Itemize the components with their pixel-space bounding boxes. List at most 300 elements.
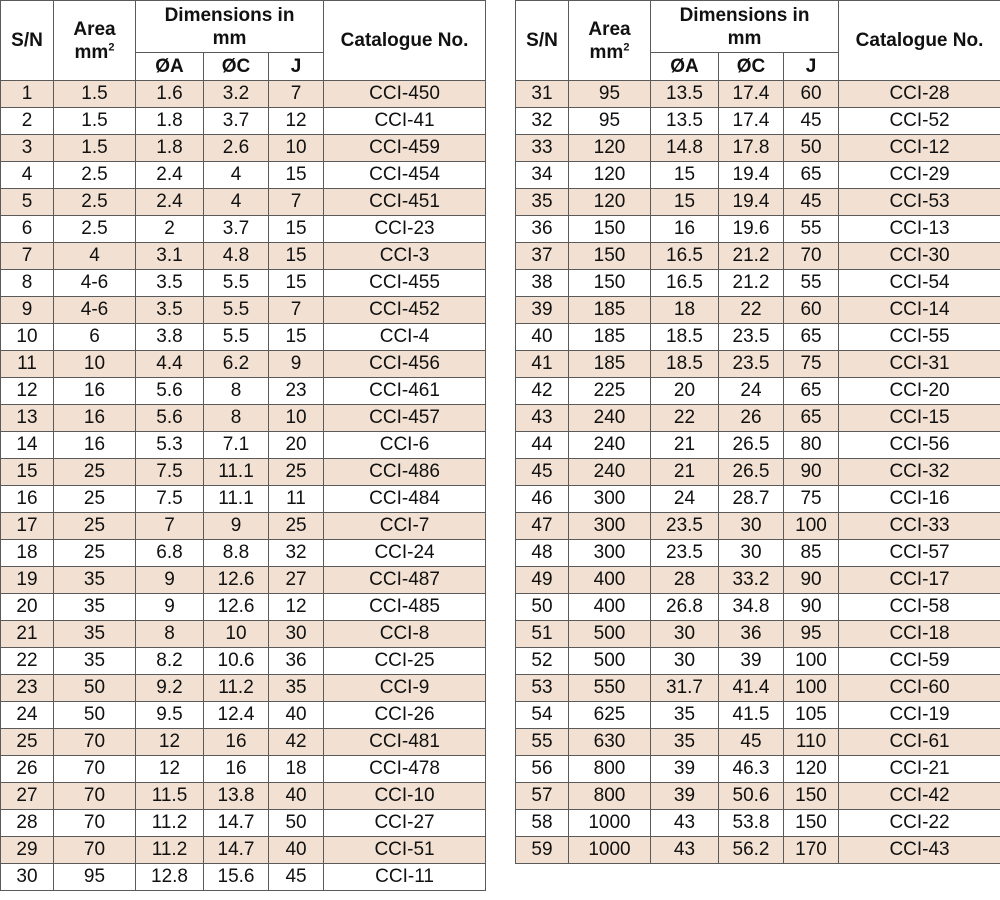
table-row: [1, 783, 486, 810]
sn-header: S/N: [1, 1, 54, 81]
table-row: [516, 675, 1000, 702]
cell-dia-c: 17.8: [719, 135, 784, 162]
cell-j: 25: [269, 459, 324, 486]
cell-catalogue: CCI-55: [839, 324, 1000, 351]
cell-dia-c: 30: [719, 540, 784, 567]
cell-dia-c: 8.8: [204, 540, 269, 567]
table-row: [1, 648, 486, 675]
cell-catalogue: CCI-478: [324, 756, 486, 783]
table-row: [516, 621, 1000, 648]
cell-area: 2.5: [54, 162, 136, 189]
cell-dia-c: 24: [719, 378, 784, 405]
cell-dia-a: 6.8: [136, 540, 204, 567]
cell-dia-c: 15.6: [204, 864, 269, 891]
cell-dia-a: 15: [651, 162, 719, 189]
cell-sn: 20: [1, 594, 54, 621]
cell-dia-a: 1.6: [136, 81, 204, 108]
cell-j: 40: [269, 837, 324, 864]
cell-dia-c: 56.2: [719, 837, 784, 864]
cell-sn: 16: [1, 486, 54, 513]
cell-catalogue: CCI-56: [839, 432, 1000, 459]
table-row: [516, 324, 1000, 351]
cell-area: 70: [54, 810, 136, 837]
cell-sn: 3: [1, 135, 54, 162]
cell-dia-c: 21.2: [719, 270, 784, 297]
cell-area: 25: [54, 513, 136, 540]
cell-area: 35: [54, 567, 136, 594]
cell-catalogue: CCI-24: [324, 540, 486, 567]
cell-dia-c: 26: [719, 405, 784, 432]
cell-dia-a: 15: [651, 189, 719, 216]
cell-dia-c: 17.4: [719, 81, 784, 108]
cell-dia-c: 45: [719, 729, 784, 756]
cell-area: 625: [569, 702, 651, 729]
table-row: [1, 162, 486, 189]
cell-sn: 52: [516, 648, 569, 675]
cell-catalogue: CCI-481: [324, 729, 486, 756]
cell-j: 11: [269, 486, 324, 513]
cell-dia-a: 11.2: [136, 810, 204, 837]
table-row: [1, 216, 486, 243]
table-row: [516, 648, 1000, 675]
cell-sn: 59: [516, 837, 569, 864]
cell-dia-a: 12: [136, 729, 204, 756]
cell-sn: 50: [516, 594, 569, 621]
cell-catalogue: CCI-19: [839, 702, 1000, 729]
cell-area: 400: [569, 567, 651, 594]
cell-area: 150: [569, 270, 651, 297]
cell-area: 500: [569, 621, 651, 648]
cell-sn: 38: [516, 270, 569, 297]
cell-sn: 49: [516, 567, 569, 594]
cell-dia-a: 16: [651, 216, 719, 243]
cell-j: 40: [269, 702, 324, 729]
cell-j: 7: [269, 189, 324, 216]
cell-sn: 54: [516, 702, 569, 729]
cell-j: 23: [269, 378, 324, 405]
cell-dia-c: 11.1: [204, 486, 269, 513]
cell-sn: 23: [1, 675, 54, 702]
cell-dia-a: 3.1: [136, 243, 204, 270]
cell-dia-c: 39: [719, 648, 784, 675]
cell-j: 15: [269, 270, 324, 297]
cell-dia-c: 14.7: [204, 837, 269, 864]
cell-sn: 27: [1, 783, 54, 810]
cell-dia-a: 2: [136, 216, 204, 243]
cell-area: 800: [569, 756, 651, 783]
cell-sn: 57: [516, 783, 569, 810]
cell-dia-a: 13.5: [651, 81, 719, 108]
cell-j: 25: [269, 513, 324, 540]
cell-dia-c: 30: [719, 513, 784, 540]
cell-dia-a: 30: [651, 648, 719, 675]
cell-area: 185: [569, 297, 651, 324]
cell-sn: 43: [516, 405, 569, 432]
cell-dia-a: 1.8: [136, 108, 204, 135]
table-row: [516, 594, 1000, 621]
cell-dia-a: 43: [651, 810, 719, 837]
cell-area: 240: [569, 459, 651, 486]
cell-dia-a: 2.4: [136, 189, 204, 216]
cell-j: 20: [269, 432, 324, 459]
cell-sn: 22: [1, 648, 54, 675]
j-header: J: [784, 53, 839, 81]
cell-dia-a: 26.8: [651, 594, 719, 621]
cell-sn: 2: [1, 108, 54, 135]
table-row: [1, 432, 486, 459]
cell-area: 50: [54, 702, 136, 729]
cell-catalogue: CCI-23: [324, 216, 486, 243]
cell-dia-a: 35: [651, 729, 719, 756]
cell-sn: 7: [1, 243, 54, 270]
cell-j: 12: [269, 108, 324, 135]
cell-j: 55: [784, 270, 839, 297]
cell-sn: 12: [1, 378, 54, 405]
table-row: [1, 108, 486, 135]
cell-dia-a: 20: [651, 378, 719, 405]
cell-area: 2.5: [54, 216, 136, 243]
cell-catalogue: CCI-58: [839, 594, 1000, 621]
cell-area: 1.5: [54, 108, 136, 135]
cell-area: 95: [569, 81, 651, 108]
cell-dia-c: 12.6: [204, 567, 269, 594]
cell-sn: 10: [1, 324, 54, 351]
cell-j: 85: [784, 540, 839, 567]
cell-sn: 53: [516, 675, 569, 702]
cell-sn: 6: [1, 216, 54, 243]
cell-catalogue: CCI-25: [324, 648, 486, 675]
cell-area: 35: [54, 621, 136, 648]
table-row: [1, 729, 486, 756]
cell-area: 120: [569, 162, 651, 189]
cell-dia-c: 5.5: [204, 324, 269, 351]
cell-dia-a: 3.5: [136, 270, 204, 297]
cell-dia-c: 9: [204, 513, 269, 540]
table-row: [516, 486, 1000, 513]
cell-j: 30: [269, 621, 324, 648]
cell-area: 150: [569, 243, 651, 270]
cell-dia-c: 14.7: [204, 810, 269, 837]
cell-dia-c: 5.5: [204, 297, 269, 324]
cell-j: 32: [269, 540, 324, 567]
cell-j: 100: [784, 648, 839, 675]
cell-j: 65: [784, 405, 839, 432]
cell-dia-c: 3.7: [204, 108, 269, 135]
cell-dia-c: 3.7: [204, 216, 269, 243]
cell-catalogue: CCI-10: [324, 783, 486, 810]
cell-j: 90: [784, 594, 839, 621]
cell-sn: 47: [516, 513, 569, 540]
cell-catalogue: CCI-52: [839, 108, 1000, 135]
cell-catalogue: CCI-32: [839, 459, 1000, 486]
table-row: [516, 783, 1000, 810]
cell-j: 150: [784, 810, 839, 837]
cell-area: 185: [569, 351, 651, 378]
cell-dia-a: 30: [651, 621, 719, 648]
cell-area: 50: [54, 675, 136, 702]
table-row: [516, 432, 1000, 459]
cell-dia-c: 41.4: [719, 675, 784, 702]
cell-sn: 13: [1, 405, 54, 432]
cell-sn: 5: [1, 189, 54, 216]
cell-j: 100: [784, 513, 839, 540]
cell-dia-a: 22: [651, 405, 719, 432]
cell-j: 7: [269, 81, 324, 108]
cell-catalogue: CCI-20: [839, 378, 1000, 405]
cell-area: 70: [54, 729, 136, 756]
cell-dia-c: 26.5: [719, 432, 784, 459]
cell-area: 1000: [569, 837, 651, 864]
cell-dia-c: 19.6: [719, 216, 784, 243]
cell-sn: 28: [1, 810, 54, 837]
table-row: [1, 243, 486, 270]
cell-sn: 15: [1, 459, 54, 486]
cell-area: 300: [569, 486, 651, 513]
table-row: [516, 837, 1000, 864]
cell-dia-a: 13.5: [651, 108, 719, 135]
cell-j: 70: [784, 243, 839, 270]
table-row: [1, 864, 486, 891]
area-header: Area $mm^2$: [54, 1, 136, 81]
cell-area: 70: [54, 783, 136, 810]
cell-dia-a: 9.2: [136, 675, 204, 702]
cell-dia-c: 7.1: [204, 432, 269, 459]
cell-j: 150: [784, 783, 839, 810]
table-row: [1, 621, 486, 648]
table-body-right: [516, 81, 1000, 864]
cell-dia-a: 28: [651, 567, 719, 594]
dia-c-header: ØC: [204, 53, 269, 81]
cell-sn: 36: [516, 216, 569, 243]
cell-j: 90: [784, 567, 839, 594]
cell-area: 150: [569, 216, 651, 243]
cell-j: 95: [784, 621, 839, 648]
table-row: [1, 567, 486, 594]
cell-sn: 25: [1, 729, 54, 756]
cell-area: 240: [569, 432, 651, 459]
cell-dia-a: 8: [136, 621, 204, 648]
cell-j: 15: [269, 216, 324, 243]
cell-catalogue: CCI-18: [839, 621, 1000, 648]
cell-sn: 34: [516, 162, 569, 189]
cell-j: 100: [784, 675, 839, 702]
cell-dia-a: 3.8: [136, 324, 204, 351]
cell-area: 2.5: [54, 189, 136, 216]
cell-j: 75: [784, 486, 839, 513]
table-row: [516, 108, 1000, 135]
cable-lug-table-right: [515, 0, 1000, 864]
cell-catalogue: CCI-7: [324, 513, 486, 540]
cell-dia-c: 26.5: [719, 459, 784, 486]
cell-catalogue: CCI-452: [324, 297, 486, 324]
cell-j: 50: [269, 810, 324, 837]
table-row: [516, 135, 1000, 162]
cell-dia-c: 16: [204, 729, 269, 756]
cell-dia-c: 3.2: [204, 81, 269, 108]
cell-dia-a: 9: [136, 567, 204, 594]
cell-catalogue: CCI-487: [324, 567, 486, 594]
cell-catalogue: CCI-13: [839, 216, 1000, 243]
cable-lug-table-left: [0, 0, 486, 891]
cell-dia-c: 4.8: [204, 243, 269, 270]
table-row: [516, 567, 1000, 594]
table-row: [1, 837, 486, 864]
cell-area: 10: [54, 351, 136, 378]
table-row: [1, 810, 486, 837]
table-row: [1, 405, 486, 432]
cell-area: 35: [54, 594, 136, 621]
cell-sn: 48: [516, 540, 569, 567]
dia-c-header: ØC: [719, 53, 784, 81]
cell-sn: 44: [516, 432, 569, 459]
cell-j: 18: [269, 756, 324, 783]
cell-dia-c: 36: [719, 621, 784, 648]
dia-a-header: ØA: [651, 53, 719, 81]
table-row: [516, 702, 1000, 729]
cell-sn: 41: [516, 351, 569, 378]
table-row: [1, 135, 486, 162]
cell-area: 120: [569, 135, 651, 162]
cell-catalogue: CCI-15: [839, 405, 1000, 432]
cell-area: 16: [54, 405, 136, 432]
cell-area: 240: [569, 405, 651, 432]
cell-catalogue: CCI-14: [839, 297, 1000, 324]
cell-sn: 18: [1, 540, 54, 567]
cell-dia-c: 6.2: [204, 351, 269, 378]
cell-dia-c: 53.8: [719, 810, 784, 837]
cell-dia-a: 39: [651, 783, 719, 810]
cell-j: 170: [784, 837, 839, 864]
cell-catalogue: CCI-41: [324, 108, 486, 135]
cell-dia-c: 5.5: [204, 270, 269, 297]
cell-dia-a: 16.5: [651, 243, 719, 270]
cell-area: 1.5: [54, 81, 136, 108]
table-row: [1, 297, 486, 324]
cell-area: 4-6: [54, 297, 136, 324]
cell-j: 110: [784, 729, 839, 756]
cell-area: 300: [569, 513, 651, 540]
cell-dia-a: 18: [651, 297, 719, 324]
table-row: [1, 81, 486, 108]
cell-catalogue: CCI-43: [839, 837, 1000, 864]
table-row: [516, 459, 1000, 486]
cell-catalogue: CCI-3: [324, 243, 486, 270]
table-row: [516, 540, 1000, 567]
cell-j: 15: [269, 243, 324, 270]
table-row: [516, 729, 1000, 756]
cell-dia-a: 23.5: [651, 540, 719, 567]
cell-area: 1000: [569, 810, 651, 837]
table-row: [516, 81, 1000, 108]
cell-dia-a: 5.3: [136, 432, 204, 459]
cell-sn: 31: [516, 81, 569, 108]
cell-dia-c: 19.4: [719, 189, 784, 216]
cell-dia-a: 35: [651, 702, 719, 729]
cell-catalogue: CCI-6: [324, 432, 486, 459]
table-row: [1, 756, 486, 783]
cell-j: 55: [784, 216, 839, 243]
cell-dia-c: 19.4: [719, 162, 784, 189]
cell-j: 45: [269, 864, 324, 891]
cell-catalogue: CCI-454: [324, 162, 486, 189]
cell-area: 70: [54, 837, 136, 864]
cell-dia-c: 12.4: [204, 702, 269, 729]
cell-dia-a: 23.5: [651, 513, 719, 540]
cell-sn: 37: [516, 243, 569, 270]
cell-dia-a: 39: [651, 756, 719, 783]
table-row: [1, 378, 486, 405]
cell-catalogue: CCI-26: [324, 702, 486, 729]
table-row: [516, 189, 1000, 216]
cell-catalogue: CCI-486: [324, 459, 486, 486]
cell-j: 27: [269, 567, 324, 594]
cell-dia-c: 2.6: [204, 135, 269, 162]
table-row: [516, 243, 1000, 270]
cell-catalogue: CCI-33: [839, 513, 1000, 540]
cell-area: 225: [569, 378, 651, 405]
cell-sn: 58: [516, 810, 569, 837]
cell-dia-c: 13.8: [204, 783, 269, 810]
cell-dia-a: 21: [651, 459, 719, 486]
cell-catalogue: CCI-30: [839, 243, 1000, 270]
cell-dia-a: 21: [651, 432, 719, 459]
cell-dia-a: 31.7: [651, 675, 719, 702]
cell-j: 45: [784, 189, 839, 216]
cell-dia-c: 16: [204, 756, 269, 783]
cell-dia-c: 22: [719, 297, 784, 324]
cell-sn: 29: [1, 837, 54, 864]
cell-j: 10: [269, 135, 324, 162]
dia-a-header: ØA: [136, 53, 204, 81]
cell-dia-a: 5.6: [136, 378, 204, 405]
catalogue-header: Catalogue No.: [324, 1, 486, 81]
cell-catalogue: CCI-21: [839, 756, 1000, 783]
cell-sn: 4: [1, 162, 54, 189]
cell-area: 300: [569, 540, 651, 567]
cell-sn: 17: [1, 513, 54, 540]
cell-sn: 40: [516, 324, 569, 351]
cell-area: 16: [54, 378, 136, 405]
cell-dia-c: 4: [204, 162, 269, 189]
table-row: [1, 324, 486, 351]
cell-catalogue: CCI-451: [324, 189, 486, 216]
cell-dia-a: 16.5: [651, 270, 719, 297]
cell-sn: 51: [516, 621, 569, 648]
table-row: [516, 378, 1000, 405]
cell-j: 12: [269, 594, 324, 621]
cell-dia-a: 9: [136, 594, 204, 621]
table-row: [1, 486, 486, 513]
cell-dia-c: 11.2: [204, 675, 269, 702]
cell-dia-a: 5.6: [136, 405, 204, 432]
cell-area: 4: [54, 243, 136, 270]
cell-dia-a: 7: [136, 513, 204, 540]
cell-area: 70: [54, 756, 136, 783]
table-row: [1, 513, 486, 540]
table-row: [516, 270, 1000, 297]
cell-j: 65: [784, 162, 839, 189]
table-row: [1, 459, 486, 486]
cell-dia-a: 1.8: [136, 135, 204, 162]
catalogue-header: Catalogue No.: [839, 1, 1000, 81]
table-row: [1, 702, 486, 729]
cell-j: 35: [269, 675, 324, 702]
cell-catalogue: CCI-4: [324, 324, 486, 351]
cell-j: 50: [784, 135, 839, 162]
cell-sn: 39: [516, 297, 569, 324]
cell-catalogue: CCI-31: [839, 351, 1000, 378]
cell-j: 15: [269, 162, 324, 189]
